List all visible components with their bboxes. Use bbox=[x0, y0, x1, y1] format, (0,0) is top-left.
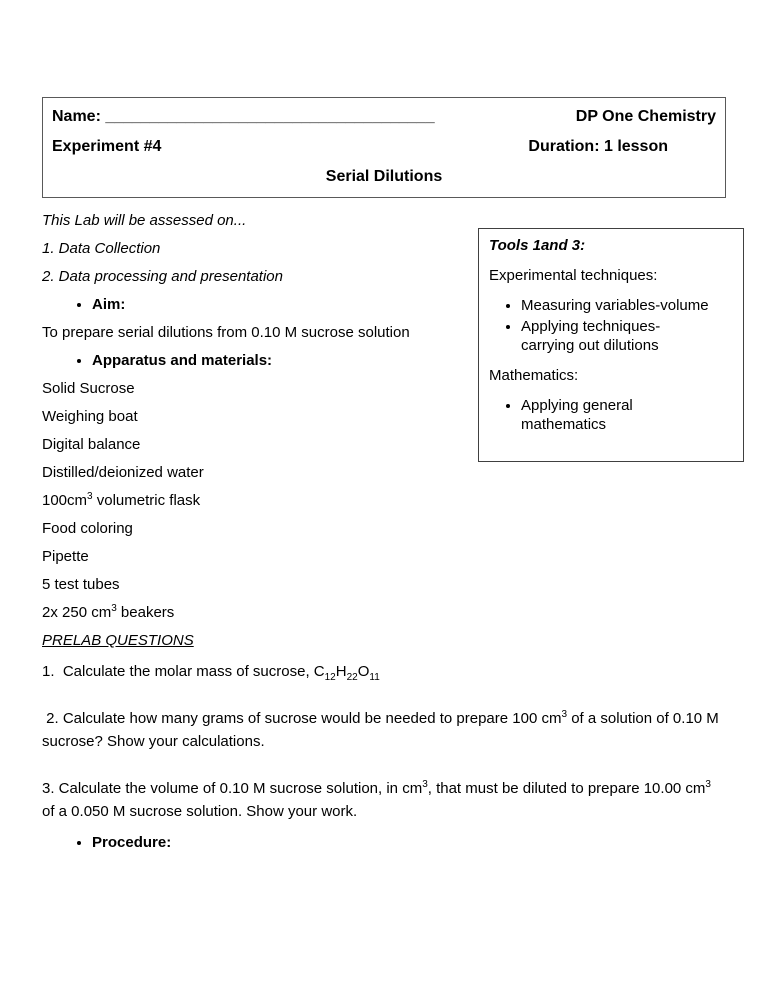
list-item-text: Measuring variables-volume bbox=[521, 297, 709, 314]
apparatus-item-text: Distilled/deionized water bbox=[42, 464, 204, 481]
course-title: DP One Chemistry bbox=[575, 108, 716, 125]
assessment-intro: This Lab will be assessed on... bbox=[42, 212, 247, 229]
apparatus-item-text: Food coloring bbox=[42, 520, 133, 537]
procedure-heading-list bbox=[42, 834, 726, 851]
header-row-1 bbox=[52, 107, 716, 126]
name-blank-line: _____________________________________ bbox=[105, 108, 435, 125]
assessment-item-1: 1. Data Collection bbox=[42, 240, 161, 257]
q2-text: 2. Calculate how many grams of sucrose would be needed to prepare 100 cm bbox=[42, 710, 562, 727]
apparatus-item-after: volumetric flask bbox=[92, 492, 201, 509]
list-item-text: Applying general bbox=[521, 397, 633, 414]
name-field bbox=[52, 107, 435, 126]
apparatus-item-text: Weighing boat bbox=[42, 408, 138, 425]
tools-box-title: Tools 1and 3: bbox=[489, 237, 586, 254]
prelab-question-2 bbox=[42, 707, 726, 753]
q1-sub-2: 22 bbox=[346, 672, 358, 683]
apparatus-item bbox=[42, 576, 726, 593]
q3-text: 3. Calculate the volume of 0.10 M sucrose solution, in cm bbox=[42, 780, 423, 797]
experiment-label: Experiment #4 bbox=[52, 138, 162, 155]
apparatus-item bbox=[42, 464, 726, 481]
q1-sub-3: 11 bbox=[369, 672, 380, 683]
apparatus-item-text: 2x 250 cm bbox=[42, 604, 112, 621]
prelab-heading bbox=[42, 632, 726, 649]
header-row-2 bbox=[52, 137, 716, 156]
apparatus-item-text: Pipette bbox=[42, 548, 89, 565]
experimental-techniques-list bbox=[489, 296, 733, 355]
header-box bbox=[42, 97, 726, 198]
prelab-question-1 bbox=[42, 660, 726, 683]
apparatus-item-sup: 3 bbox=[87, 491, 93, 502]
document-title: Serial Dilutions bbox=[325, 168, 443, 185]
assessment-item-2: 2. Data processing and presentation bbox=[42, 268, 283, 285]
q3-text: , that must be diluted to prepare 10.00 cm bbox=[427, 780, 706, 797]
tools-box bbox=[478, 228, 744, 462]
duration-label: Duration: 1 lesson bbox=[528, 138, 668, 155]
list-item bbox=[521, 296, 733, 315]
apparatus-item-text: Solid Sucrose bbox=[42, 380, 135, 397]
q1-text: O bbox=[357, 663, 370, 680]
apparatus-item-text: Digital balance bbox=[42, 436, 141, 453]
apparatus-item-text: 5 test tubes bbox=[42, 576, 120, 593]
mathematics-list bbox=[489, 396, 733, 434]
apparatus-item bbox=[42, 492, 726, 509]
apparatus-heading-label: Apparatus and materials: bbox=[92, 352, 273, 369]
apparatus-item bbox=[42, 520, 726, 537]
apparatus-item bbox=[42, 548, 726, 565]
q3-text: of a 0.050 M sucrose solution. Show your work. bbox=[42, 780, 716, 820]
q1-text: H bbox=[335, 663, 347, 680]
aim-heading-label: Aim: bbox=[92, 296, 126, 313]
apparatus-item bbox=[42, 604, 726, 621]
aim-text: To prepare serial dilutions from 0.10 M sucrose solution bbox=[42, 324, 410, 341]
apparatus-item-text: 100cm bbox=[42, 492, 88, 509]
q3-sup-2: 3 bbox=[705, 779, 711, 790]
list-item bbox=[521, 396, 733, 434]
mathematics-label: Mathematics: bbox=[489, 367, 579, 384]
procedure-heading-label: Procedure: bbox=[92, 834, 172, 851]
q1-text: 1. Calculate the molar mass of sucrose, C bbox=[42, 663, 325, 680]
q1-sub-1: 12 bbox=[324, 672, 336, 683]
prelab-heading-text: PRELAB QUESTIONS bbox=[42, 632, 194, 649]
prelab-question-3 bbox=[42, 777, 726, 823]
list-item-text: Applying techniques- bbox=[521, 318, 661, 335]
list-item bbox=[521, 317, 733, 355]
name-label: Name: bbox=[52, 108, 101, 125]
experimental-techniques-label: Experimental techniques: bbox=[489, 267, 658, 284]
list-item-text: carrying out dilutions bbox=[521, 337, 659, 354]
list-item-text: mathematics bbox=[521, 416, 607, 433]
apparatus-item-after: beakers bbox=[116, 604, 175, 621]
procedure-heading bbox=[92, 834, 726, 851]
q2-sup: 3 bbox=[561, 709, 568, 720]
q2-text: of a solution of 0.10 M sucrose? Show your calculations. bbox=[42, 710, 723, 750]
apparatus-item-sup: 3 bbox=[111, 603, 117, 614]
q3-sup-1: 3 bbox=[422, 779, 428, 790]
